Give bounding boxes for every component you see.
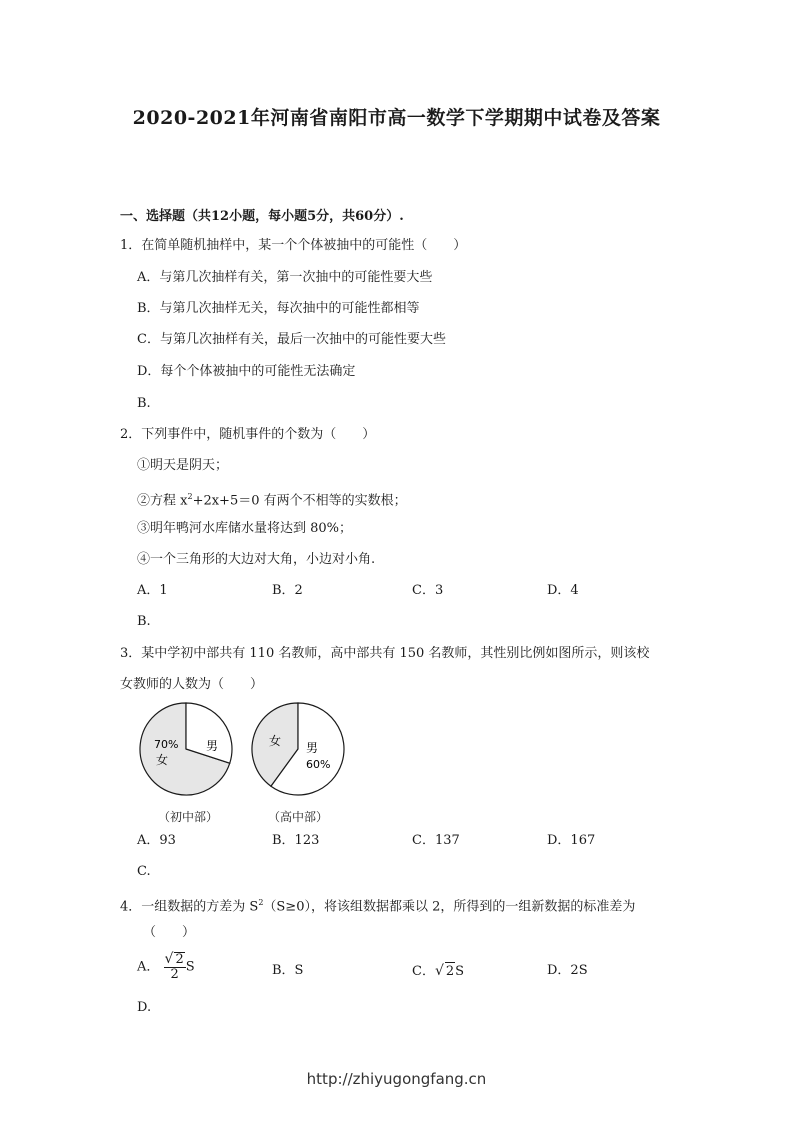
sqrt-radicand: 2	[175, 952, 184, 967]
pie-right-percent: 60%	[306, 758, 331, 771]
question-3-option-c: C．137	[412, 833, 460, 848]
question-3-stem-line-1: 3．某中学初中部共有 110 名教师，高中部共有 150 名教师，其性别比例如图所示，则该校	[120, 646, 650, 661]
question-1-option-a: A．与第几次抽样有关，第一次抽中的可能性要大些	[137, 270, 433, 285]
question-2-item-2	[137, 488, 407, 510]
question-4-option-d: D．2S	[547, 963, 588, 978]
question-4-option-c	[412, 962, 464, 981]
footer-url: http://zhiyugongfang.cn	[306, 1070, 487, 1088]
pie-left-caption: （初中部）	[158, 810, 219, 824]
question-4-answer: D.	[137, 1000, 152, 1015]
question-2-stem: 2．下列事件中，随机事件的个数为（ ）	[120, 427, 376, 442]
question-2-item-2-post: +2x+5＝0 有两个不相等的实数根；	[192, 493, 407, 509]
pie-right-female-label: 女	[269, 734, 282, 748]
question-4-stem-exponent: 2	[258, 898, 264, 907]
question-2-answer: B.	[137, 614, 151, 629]
question-2-item-1: ①明天是阴天；	[137, 458, 229, 473]
sqrt-radicand: 2	[445, 964, 455, 979]
pie-right-caption: （高中部）	[268, 810, 329, 824]
pie-left-female-label: 女	[156, 753, 169, 767]
question-4-stem-pre: 4．一组数据的方差为 S	[120, 899, 259, 915]
question-1-option-b: B．与第几次抽样无关，每次抽中的可能性都相等	[137, 301, 420, 316]
question-1-option-d: D．每个个体被抽中的可能性无法确定	[137, 364, 356, 379]
pie-right-male-label: 男	[306, 741, 319, 755]
question-2-item-2-exponent: 2	[187, 492, 193, 501]
fraction	[164, 952, 186, 982]
question-2-item-3: ③明年鸭河水库储水量将达到 80%；	[137, 521, 353, 536]
question-2-option-c: C．3	[412, 583, 444, 598]
question-2-option-a: A．1	[137, 583, 168, 598]
sqrt-sign: √	[434, 963, 444, 979]
question-4-stem-post: （S≥0），将该组数据都乘以 2，所得到的一组新数据的标准差为	[263, 899, 636, 915]
sqrt-sign: √	[164, 951, 174, 967]
question-4-option-a-var: S	[185, 959, 195, 975]
fraction-numerator	[164, 952, 186, 968]
question-1-answer: B.	[137, 396, 151, 411]
pie-left-percent: 70%	[154, 738, 179, 751]
question-2-item-2-pre: ②方程 x	[137, 493, 188, 509]
question-4-option-a	[137, 952, 195, 982]
question-2-item-4: ④一个三角形的大边对大角，小边对小角.	[137, 552, 376, 567]
question-4-stem	[120, 894, 635, 916]
pie-chart-senior	[252, 703, 344, 795]
question-3-answer: C.	[137, 864, 151, 879]
question-4-option-c-label: C．	[412, 964, 435, 979]
question-3-stem-line-2: 女教师的人数为（ ）	[120, 677, 264, 692]
question-3-option-d: D．167	[547, 833, 596, 848]
pie-left-male-label: 男	[206, 739, 219, 753]
question-4-option-b: B．S	[272, 963, 304, 978]
question-3-option-b: B．123	[272, 833, 320, 848]
page-title: 2020-2021年河南省南阳市高一数学下学期期中试卷及答案	[132, 107, 661, 129]
question-1-stem: 1．在简单随机抽样中，某一个个体被抽中的可能性（ ）	[120, 238, 467, 253]
question-4-stem-line-2: （ ）	[143, 925, 196, 940]
question-2-option-d: D．4	[547, 583, 579, 598]
fraction-denominator: 2	[170, 967, 179, 982]
question-4-option-c-var: S	[455, 964, 465, 979]
question-3-option-a: A．93	[137, 833, 176, 848]
question-1-option-c: C．与第几次抽样有关，最后一次抽中的可能性要大些	[137, 332, 446, 347]
question-2-option-b: B．2	[272, 583, 303, 598]
question-4-option-a-label: A．	[137, 959, 160, 975]
section-heading: 一、选择题（共12小题，每小题5分，共60分）.	[120, 209, 404, 224]
